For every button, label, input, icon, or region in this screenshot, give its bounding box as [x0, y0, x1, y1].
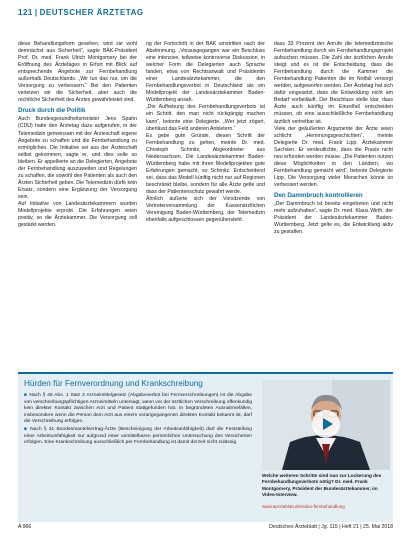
- info-box-item-text: Nach § 31 Bundesmantelvertrag-Ärzte (Bescheinigung der Arbeitsunfähigkeit) darf die Feststellung einer Arbeitsunfähigkeit nur aufgrund einer unmittelbaren persönlichen Untersuchung des Versicherten erfolgen. Eine Krankschreibung ausschließlich per Fernbehandlung ist damit derzeit nicht zulässig.: [24, 426, 252, 446]
- info-box-title: Hürden für Fernverordnung und Krankschreibung: [24, 379, 203, 388]
- info-box: [18, 372, 393, 522]
- article-paragraph: ng der Fortschritt in der BÄK umstritten nach der Abstimmung. „Vorausgegangen war ein Beschluss eine intensive, teilweise kontroverse Diskussion, in welcher Form die Delegierten auch Sprache fanden, etwa von Rechtsanwalt und Präsidentin einer Landesärztekammer, die den Fernbehandlungsverbot in Deutschland als ein Modellprojekt der Landesärztekammer Baden-Württemberg ansah.: [146, 41, 265, 104]
- video-thumbnail[interactable]: [262, 380, 390, 470]
- section-title: [18, 8, 144, 17]
- article-paragraph: Auch Bundesgesundheitsminister Jens Spahn (CDU) hatte den Ärztetag dazu aufgerufen, in der Telemedizin gemeinsam mit der Ärzteschaft eigene Angebote zu schaffen und die Fernbehandlung zu ermöglichen. Die Initiative sei aus der Ärzteschaft selbst gekommen, sagte er, und dies solle so bleiben. Er appellierte an die Delegierten, Angebote der Fernbehandlung auszuweiten und Regelungen zu schaffen, die sowohl den Patienten als auch den Ärzten Sicherheit geben. Die Telemedizin dürfe kein Ersatz, sondern eine Ergänzung der Versorgung sein.: [18, 116, 137, 200]
- bullet-icon: ■: [24, 393, 30, 398]
- section-name: DEUTSCHER ÄRZTETAG: [39, 8, 144, 17]
- subheading-politik: Druck durch die Politik: [18, 107, 86, 115]
- header-separator: |: [34, 8, 38, 17]
- article-paragraph: Auf Initiative von Landesärztekammern wurden Modellprojekte erprobt. Die Erfahrungen seien positiv, so die Ärztekammer. Die Versorgung soll gestärkt werden.: [18, 200, 137, 229]
- article-paragraph: „Der Dammbruch ist bereits eingetreten und nicht mehr aufzuhalten“, sagte Dr. med. Klaus Wirth, der Präsident der Landesärztekammer Baden-Württemberg. Jetzt gelte es, die Entwicklung aktiv zu gestalten.: [274, 200, 393, 236]
- page-footer: [18, 524, 393, 534]
- article-column-1: [18, 41, 137, 369]
- page-header: [0, 0, 407, 30]
- info-box-item-text: Nach § 48 Abs. 1 Satz 2 Arzneimittelgesetz (Abgabeverbot bei Fernverschreibungen) ist die Abgabe von verschreibungspflichtigen Arzneimitteln untersagt, wenn vor der ärztlichen Verschreibung offenkundig kein direkter Kontakt zwischen Arzt und Patient stattgefunden hat. In begründeten Ausnahmefällen, insbesondere wenn die Person dem Arzt aus einem vorangegangenen direkten Kontakt bekannt ist, darf die Verschreibung erfolgen.: [24, 393, 252, 425]
- footer-page-number: A 966: [18, 524, 32, 530]
- article-columns: [18, 41, 393, 369]
- info-box-text: [24, 393, 252, 448]
- article-paragraph: Viele der geäußerten Argumente der Ärzte seien schlicht „Hemmungsgeschichten“, meinte Delegierte Dr. med. Frank Lipp, Ärztekammer Sachsen. Er verdeutlichte, dass die Praxis nicht neu erfunden werden müsse. „Die Patienten nutzen diese Möglichkeiten in den Ländern, wo Fernbehandlung gemacht wird“, betonte Delegierte Lipp. Die Versorgung vieler Menschen könne so verbessert werden.: [274, 125, 393, 188]
- video-link[interactable]: www.aerzteblatt.de/video-fernbehandlung: [262, 504, 345, 509]
- play-icon: [312, 410, 340, 438]
- article-paragraph: Ähnlich äußerte sich der Vorsitzende von Vertreterversammlung der Kassenärztlichen Vereinigung Baden-Württemberg, der Telemedizin ebenfalls aufgeschlossen gegenübersteht.: [146, 196, 265, 224]
- video-caption: Welche weiteren Schritte sind nun zur Lockerung des Fernbehandlungsverbots nötig? Dr. med. Frank Montgomery, Präsident der Bundesärztekammer, im Video-Interview.: [262, 473, 382, 498]
- article-paragraph: diese Behandlungsform gesehen, wird sie wohl demnächst aus Sicherheit“, sagte BÄK-Präsident Prof. Dr. med. Frank Ulrich Montgomery bei der Eröffnung des Ärztetages in Erfurt mit Blick auf entsprechende Angebote zur Fernbehandlung außerhalb Deutschlands. „Wir tun das nur, um die Versorgung zu verbessern.“ Bei den Patienten verletzen wir die Sicherheit, aber auch die rechtliche Sicherheit des Arztes gewährleistet sind.: [18, 41, 137, 104]
- info-box-item: [24, 427, 252, 447]
- article-column-2: [146, 41, 265, 369]
- bullet-icon: ■: [24, 426, 31, 432]
- page-number: 121: [18, 8, 33, 17]
- footer-journal: Deutsches Ärzteblatt | Jg. 115 | Heft 21 | 25. Mai 2018: [269, 524, 393, 530]
- article-paragraph: „Die Aufhebung des Fernbehandlungsverbots ist ein Schritt, den man nicht rückgängig machen kann“, betonte eine Delegierte. „Wer jetzt zögert, überlässt das Feld anderen Anbietern.“: [146, 104, 265, 132]
- article-paragraph: dass 33 Prozent der Anrufe die telemedizinische Fernbehandlung durch ein Fernbehandlungsprojekt aufsuchen müssen. Die Zahl der ärztlichen Anrufe steigt und es ist die Entscheidung, dass die Fernbehandlung durch die Kammer die Fernbehandlung Patienten die im Notfall versorgt werden, aufgeworfen werden. Der Ärztetag hat sich dafür eingesetzt, dass die Entwicklung nicht am Bedarf vorbeiläuft. Der Beschluss stelle klar, dass Ärzte auch künftig im Einzelfall entscheiden müssen, ob eine ausschließliche Fernbehandlung ärztlich vertretbar ist.: [274, 41, 393, 125]
- play-button[interactable]: [312, 410, 340, 438]
- info-box-item: [24, 393, 252, 426]
- subheading-dammbruch: Den Dammbruch kontrollieren: [274, 191, 363, 199]
- article-column-3: [274, 41, 393, 369]
- article-paragraph: Es gebe gute Gründe, diesen Schritt der Fernbehandlung zu gehen, meinte Dr. med. Christoph Schmitz, Abgeordneter aus Niedersachsen. Die Landesärztekammer Baden-Württemberg habe mit ihren Modellprojekten gute Erfahrungen gemacht, so Schmitz. Entscheidend sei, dass das Modell künftig nicht nur auf Regionen beschränkt bleibe, sondern für alle Ärzte gelte und dass der Patientenschutz gewahrt werde.: [146, 132, 265, 195]
